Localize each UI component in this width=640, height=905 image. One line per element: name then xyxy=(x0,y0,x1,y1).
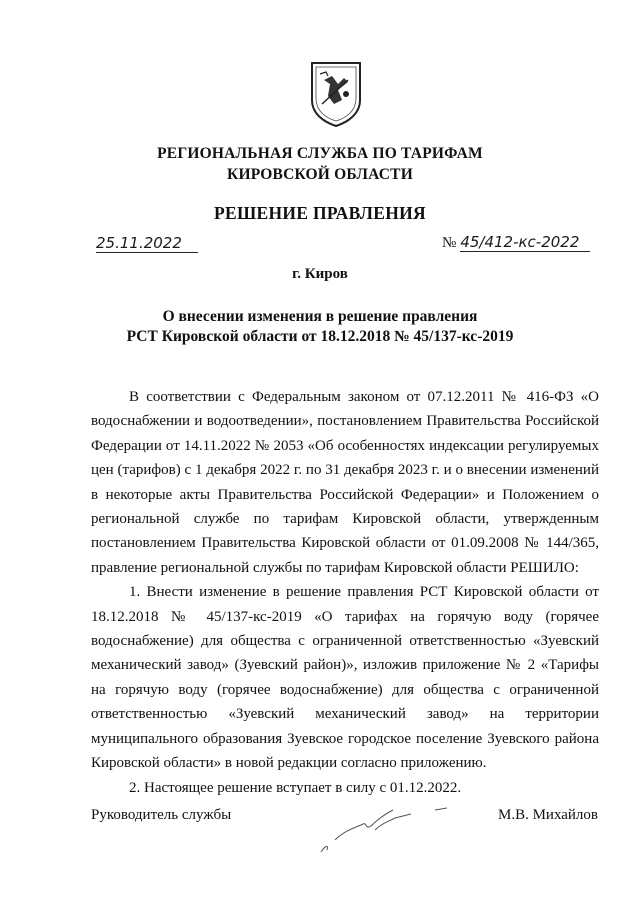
document-date: 25.11.2022 xyxy=(96,234,198,253)
org-name-line1: РЕГИОНАЛЬНАЯ СЛУЖБА ПО ТАРИФАМ xyxy=(157,145,483,162)
subject-line2: РСТ Кировской области от 18.12.2018 № 45/137-кс-2019 xyxy=(126,328,514,345)
document-body xyxy=(91,385,599,800)
signatory-name: М.В. Михайлов xyxy=(497,807,598,823)
org-name-line2: КИРОВСКОЙ ОБЛАСТИ xyxy=(227,166,413,183)
number-sign: № xyxy=(442,235,457,251)
body-paragraph-preamble: В соответствии с Федеральным законом от 07.12.2011 № 416-ФЗ «О водоснабжении и водоотведении», постановлением Правительства Российской Федерации от 14.11.2022 № 2053 «Об особенностях индексации регулируемых цен (тарифов) с 1 декабря 2022 г. по 31 декабря 2023 г. и о внесении изменений в некоторые акты Правительства Российской Федерации» и Положением о региональной службе по тарифам Кировской области, утвержденным постановлением Правительства Кировской области от 01.09.2008 № 144/365, правление региональной службы по тарифам Кировской области РЕШИЛО: xyxy=(91,389,599,576)
body-paragraph-item2: 2. Настоящее решение вступает в силу с 01.12.2022. xyxy=(129,779,462,796)
body-paragraph-item1: 1. Внести изменение в решение правления РСТ Кировской области от 18.12.2018 № 45/137-кс-2019 «О тарифах на горячую воду (горячее водоснабжение) для общества с ограниченной ответственностью «Зуевский механический завод» (Зуевский район)», изложив приложение № 2 «Тарифы на горячую воду (горячее водоснабжение) для общества с ограниченной ответственностью «Зуевский механический завод» на территории муниципального образования Зуевское городское поселение Зуевского района Кировской области» в новой редакции согласно приложению. xyxy=(91,584,599,772)
document-title: РЕШЕНИЕ ПРАВЛЕНИЯ xyxy=(214,203,426,223)
handwritten-signature xyxy=(315,800,455,860)
coat-of-arms-emblem xyxy=(308,60,364,128)
signatory-position: Руководитель службы xyxy=(91,807,232,823)
document-city: г. Киров xyxy=(292,266,348,282)
document-number: 45/412-кс-2022 xyxy=(460,233,590,252)
document-number-block xyxy=(442,233,602,252)
subject-line1: О внесении изменения в решение правления xyxy=(162,308,478,325)
